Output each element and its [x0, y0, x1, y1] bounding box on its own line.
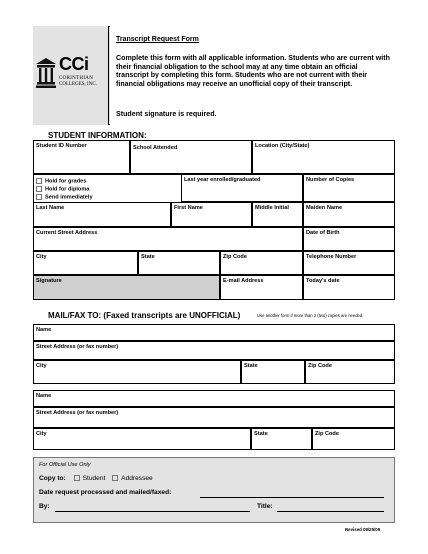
title-label: Title: — [257, 503, 273, 510]
middle-initial-label: Middle Initial — [255, 205, 289, 211]
copies-label: Number of Copies — [306, 177, 355, 183]
logo-text: CCi — [59, 54, 89, 74]
zip-code-field[interactable] — [220, 251, 303, 275]
student-id-field[interactable] — [33, 140, 130, 174]
send-immediately-checkbox[interactable] — [36, 194, 42, 200]
first-name-field[interactable] — [171, 202, 252, 227]
logo-sub2: COLLEGES, INC. — [59, 82, 97, 87]
mail1-zip-field[interactable] — [305, 360, 395, 384]
signature-label: Signature — [36, 278, 62, 284]
mail2-city-label: City — [36, 431, 47, 437]
logo-sub1: CORINTHIAN — [59, 76, 94, 81]
first-name-label: First Name — [174, 205, 203, 211]
send-immediately-label: Send immediately — [45, 194, 93, 201]
mail-fax-heading: MAIL/FAX TO: (Faxed transcripts are UNOFFICIAL) — [48, 311, 241, 320]
last-name-field[interactable] — [33, 202, 171, 227]
copy-student-checkbox[interactable] — [74, 475, 80, 481]
city-label: City — [36, 254, 47, 260]
telephone-field[interactable] — [303, 251, 395, 275]
hold-options-box — [33, 174, 181, 202]
date-of-birth-label: Date of Birth — [306, 230, 340, 236]
mail2-zip-field[interactable] — [312, 428, 395, 450]
date-of-birth-field[interactable] — [303, 227, 395, 251]
mail2-name-label: Name — [36, 393, 52, 399]
telephone-label: Telephone Number — [306, 254, 357, 260]
date-processed-line[interactable] — [200, 497, 384, 498]
mail1-city-field[interactable] — [33, 360, 241, 384]
mail2-street-field[interactable] — [33, 407, 395, 428]
state-label: State — [141, 254, 155, 260]
revised-date: Revised 08/25/09 — [345, 527, 381, 532]
copy-addressee-checkbox[interactable] — [112, 475, 118, 481]
send-immediately-option[interactable] — [36, 194, 179, 201]
mail2-street-label: Street Address (or fax number) — [36, 410, 119, 416]
maiden-name-field[interactable] — [303, 202, 395, 227]
mail2-state-field[interactable] — [251, 428, 312, 450]
mail2-zip-label: Zip Code — [315, 431, 339, 437]
mail1-zip-label: Zip Code — [308, 363, 332, 369]
mail1-city-label: City — [36, 363, 47, 369]
form-title: Transcript Request Form — [116, 36, 199, 43]
last-name-label: Last Name — [36, 205, 65, 211]
copy-to-row — [39, 475, 153, 482]
mail2-city-field[interactable] — [33, 428, 251, 450]
signature-field[interactable] — [33, 275, 220, 300]
logo-area — [33, 26, 109, 125]
date-processed-label: Date request processed and mailed/faxed: — [39, 489, 172, 496]
temple-logo-icon — [35, 56, 57, 90]
location-field[interactable] — [252, 140, 395, 174]
email-label: E-mail Address — [223, 278, 264, 284]
mail1-state-field[interactable] — [241, 360, 305, 384]
mail1-state-label: State — [244, 363, 258, 369]
mail-fax-note: Use another form if more than 2 (two) copies are needed. — [257, 313, 364, 318]
email-field[interactable] — [220, 275, 303, 300]
student-info-heading: STUDENT INFORMATION: — [48, 131, 147, 140]
student-id-label: Student ID Number — [36, 143, 87, 149]
hold-diploma-option[interactable] — [36, 186, 179, 193]
middle-initial-field[interactable] — [252, 202, 303, 227]
by-line[interactable] — [55, 511, 250, 512]
hold-diploma-checkbox[interactable] — [36, 186, 42, 192]
last-year-field[interactable] — [181, 174, 303, 202]
maiden-name-label: Maiden Name — [306, 205, 343, 211]
hold-grades-option[interactable] — [36, 178, 179, 185]
mail1-street-field[interactable] — [33, 341, 395, 360]
hold-grades-checkbox[interactable] — [36, 178, 42, 184]
todays-date-label: Today's date — [306, 278, 340, 284]
last-year-label: Last year enrolled/graduated — [184, 177, 261, 183]
street-address-label: Current Street Address — [36, 230, 98, 236]
mail1-name-field[interactable] — [33, 324, 395, 341]
mail2-state-label: State — [254, 431, 268, 437]
street-address-field[interactable] — [33, 227, 303, 251]
copies-field[interactable] — [303, 174, 395, 202]
official-use-box — [33, 457, 395, 523]
school-attended-label: School Attended — [133, 145, 178, 151]
zip-code-label: Zip Code — [223, 254, 247, 260]
city-field[interactable] — [33, 251, 138, 275]
signature-note: Student signature is required. — [116, 110, 217, 118]
hold-diploma-label: Hold for diploma — [45, 186, 90, 193]
copy-student-label: Student — [82, 475, 106, 482]
copy-to-label: Copy to: — [39, 475, 66, 482]
location-label: Location (City/State) — [255, 143, 310, 149]
header-text-area — [110, 26, 395, 125]
school-attended-field[interactable] — [130, 140, 252, 174]
official-heading: For Official Use Only — [39, 462, 91, 468]
title-line[interactable] — [277, 511, 384, 512]
mail1-street-label: Street Address (or fax number) — [36, 344, 119, 350]
state-field[interactable] — [138, 251, 220, 275]
by-label: By: — [39, 503, 50, 510]
mail2-name-field[interactable] — [33, 390, 395, 407]
copy-addressee-label: Addressee — [121, 475, 153, 482]
hold-grades-label: Hold for grades — [45, 178, 87, 185]
mail1-name-label: Name — [36, 327, 52, 333]
instructions: Complete this form with all applicable information. Students who are current with their financial obligation to the school may at any time obtain an official transcript by completing this form. Students who are not current with their financial obligations may receive an unofficial copy of their transcript. — [116, 54, 390, 88]
todays-date-field[interactable] — [303, 275, 395, 300]
